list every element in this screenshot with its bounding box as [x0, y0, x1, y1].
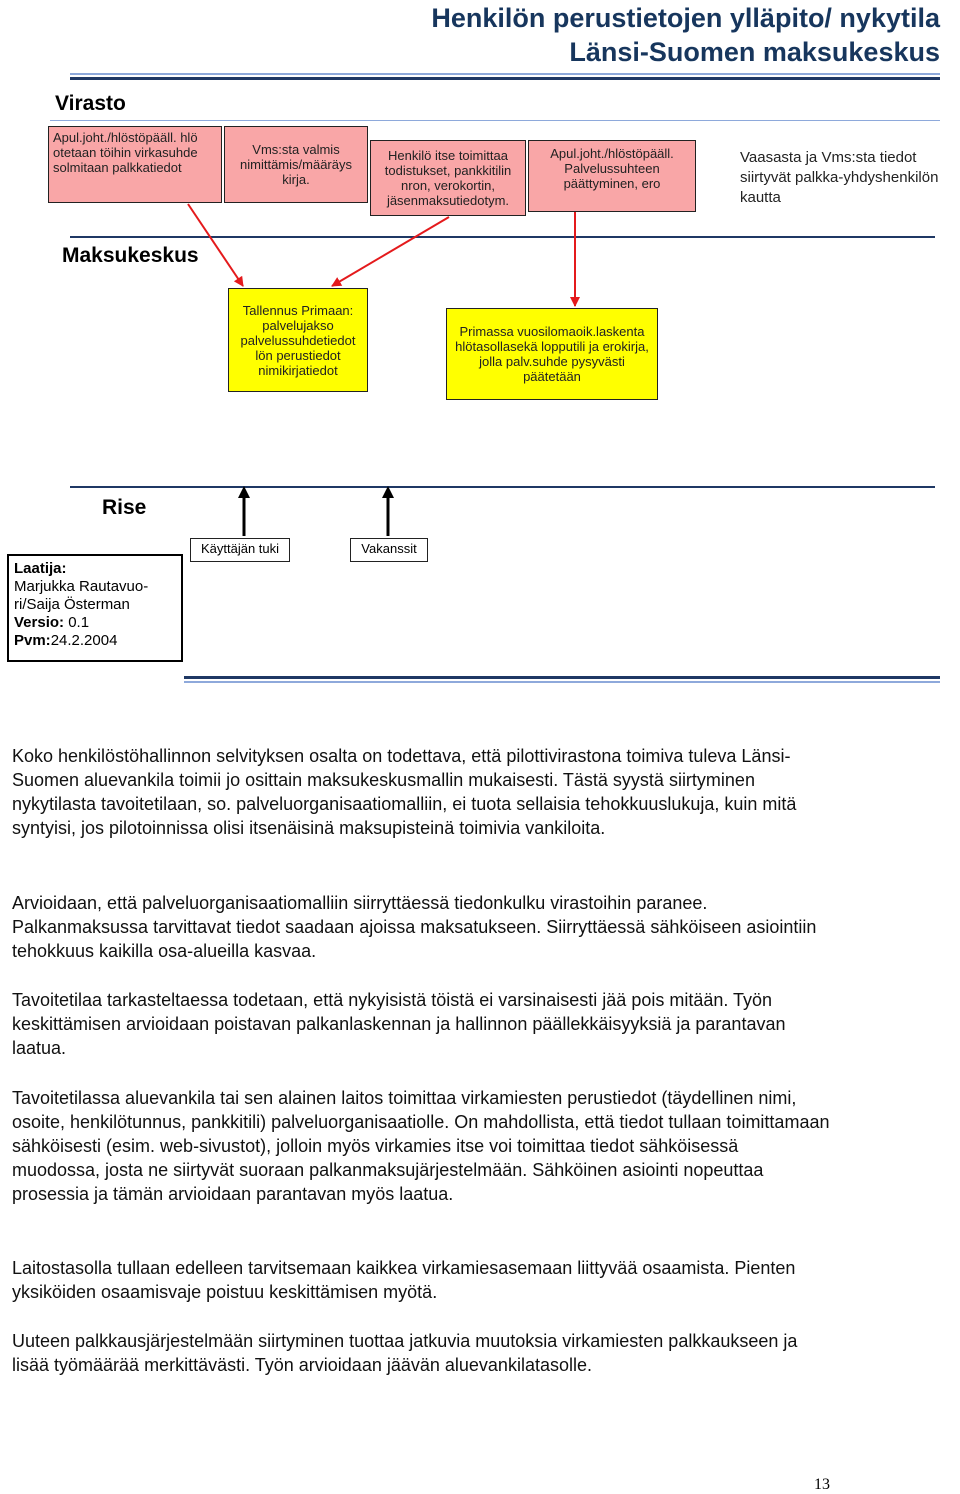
pvm-value: 24.2.2004	[50, 632, 118, 649]
rise-box-kayttajan-tuki: Käyttäjän tuki	[190, 538, 290, 562]
rise-box-vakanssit: Vakanssit	[350, 538, 428, 562]
band-label-rise: Rise	[102, 496, 147, 519]
laatija-label: Laatija:	[14, 560, 67, 577]
maksukeskus-box-primassa: Primassa vuosilomaoik.laskenta hlötasollasekä lopputili ja erokirja, jolla palv.suhde pysyvästi päätetään	[446, 308, 658, 400]
flow-arrows	[0, 0, 960, 700]
title-line-1: Henkilön perustietojen ylläpito/ nykytila	[431, 3, 940, 33]
page-number: 13	[814, 1476, 830, 1493]
paragraph-2: Arvioidaan, että palveluorganisaatiomalliin siirryttäessä tiedonkulku virastoihin paranee. Palkanmaksussa tarvittavat tiedot saadaan ajoissa maksatukseen. Siirryttäessä sähköiseen asiointiin tehokkuus kaikilla osa-alueilla kasvaa.	[12, 893, 817, 961]
virasto-box-appointment: Vms:sta valmis nimittämis/määräys kirja.	[224, 126, 368, 203]
versio-label: Versio:	[14, 614, 65, 631]
paragraph-6: Uuteen palkkausjärjestelmään siirtyminen tuottaa jatkuvia muutoksia virkamiesten palkkaukseen ja lisää työmäärää merkittävästi. Työn arvioidaan jäävän aluevankilatasolle.	[12, 1331, 798, 1375]
paragraph-3: Tavoitetilaa tarkasteltaessa todetaan, että nykyisistä töistä ei varsinaisesti jää pois mitään. Työn keskittämisen arvioidaan poistavan palkanlaskennan ja hallinnon päällekkäisyyksiä ja parantavan laatua.	[12, 990, 786, 1058]
paragraph-5: Laitostasolla tullaan edelleen tarvitsemaan kaikkea virkamiesasemaan liittyvää osaamista. Pienten yksiköiden osaamisvaje poistuu keskittämisen myötä.	[12, 1258, 796, 1302]
virasto-box-termination: Apul.joht./hlöstöpääll. Palvelussuhteen päättyminen, ero	[528, 140, 696, 212]
maksukeskus-box-tallennus: Tallennus Primaan: palvelujakso palvelussuhdetiedot lön perustiedot nimikirjatiedot	[228, 288, 368, 392]
paragraph-4: Tavoitetilassa aluevankila tai sen alainen laitos toimittaa virkamiesten perustiedot (täydellinen nimi, osoite, henkilötunnus, pankkitili) palveluorganisaatiolle. On mahdollista, että tiedot tullaan toimittamaan sähköisesti (esim. web-sivustot), jolloin myös virkamies itse voi toimittaa tiedot sähköisessä muodossa, josta ne siirtyvät suoraan palkanmaksujärjestelmään. Sähköinen asiointi nopeuttaa prosessia ja tämän arvioidaan parantavan myös laatua.	[12, 1088, 830, 1204]
versio-value: 0.1	[68, 614, 90, 631]
laatija-value: Marjukka Rautavuo-ri/Saija Österman	[14, 578, 149, 613]
title-line-2: Länsi-Suomen maksukeskus	[569, 37, 940, 67]
virasto-note-vaasa: Vaasasta ja Vms:sta tiedot siirtyvät palkka-yhdyshenkilön kautta	[740, 149, 939, 206]
arrow-documents-to-tallennus	[332, 217, 449, 286]
band-label-virasto: Virasto	[55, 92, 126, 115]
virasto-box-hire: Apul.joht./hlöstöpääll. hlö otetaan töihin virkasuhde solmitaan palkkatiedot	[48, 126, 222, 203]
band-label-maksukeskus: Maksukeskus	[62, 244, 199, 267]
arrow-hire-to-tallennus	[188, 204, 243, 286]
paragraph-1: Koko henkilöstöhallinnon selvityksen osalta on todettava, että pilottivirastona toimiva tuleva Länsi-Suomen aluevankila toimii jo osittain maksukeskusmallin mukaisesti. Tästä syystä siirtyminen nykytilasta tavoitetilaan, so. palveluorganisaatiomalliin, ei tuota sellaisia tehokkuuslukuja, kuin mitä syntyisi, jos pilotoinnissa olisi itsenäisinä maksupisteinä toimivia vankiloita.	[12, 746, 797, 838]
virasto-box-documents: Henkilö itse toimittaa todistukset, pankkitilin nron, verokortin, jäsenmaksutiedotym.	[370, 140, 526, 216]
pvm-label: Pvm:	[14, 632, 51, 649]
